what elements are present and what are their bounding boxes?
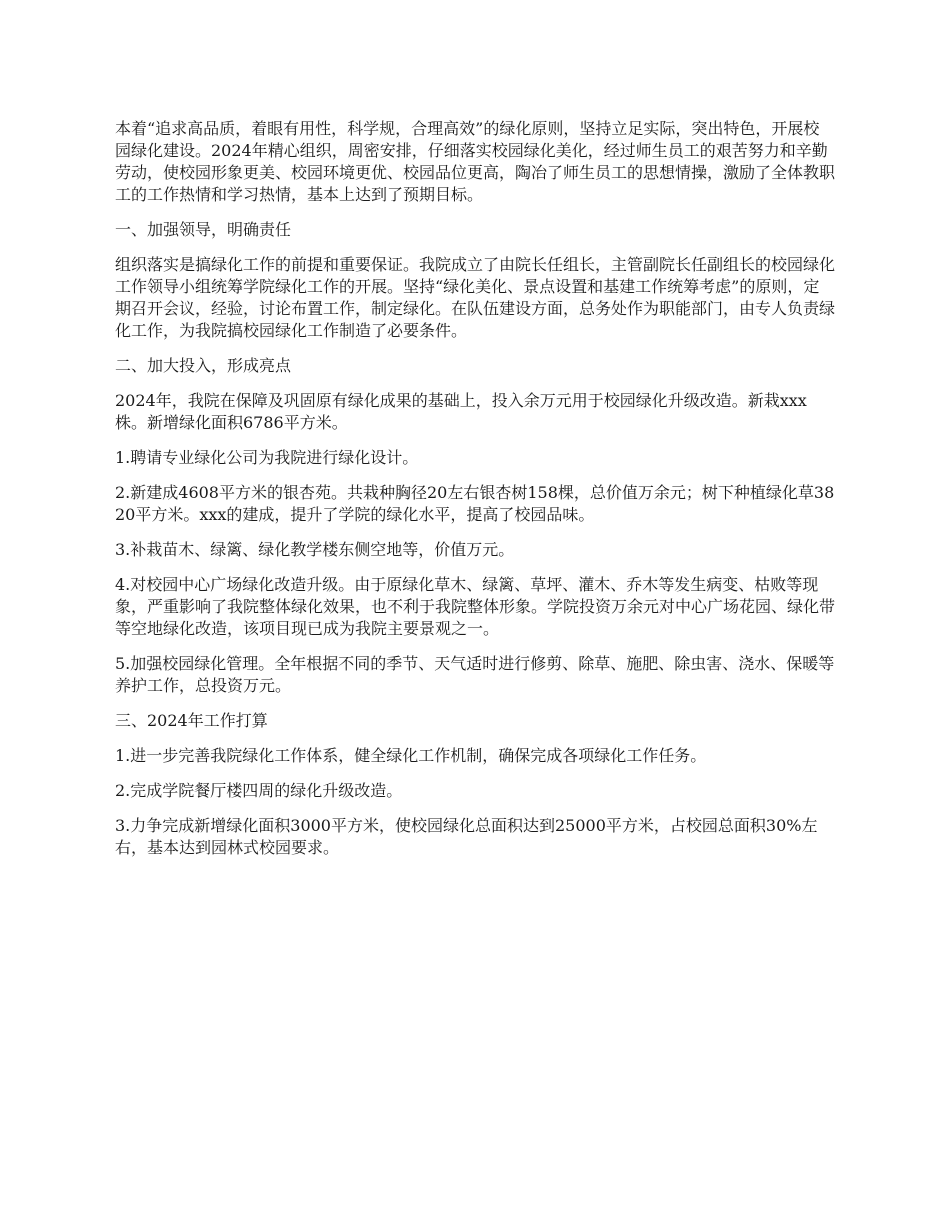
section-heading-2: 二、加大投入，形成亮点 bbox=[115, 356, 292, 375]
intro-paragraph: 本着“追求高品质，着眼有用性，科学规，合理高效”的绿化原则，坚持立足实际，突出特色，开展校园绿化建设。2024年精心组织，周密安排，仔细落实校园绿化美化，经过师生员工的艰苦努力和辛勤劳动，使校园形象更美、校园环境更优、校园品位更高，陶冶了师生员工的思想情操，激励了全体教职工的工作热情和学习热情，基本上达到了预期目标。 bbox=[115, 119, 836, 204]
section-heading-1: 一、加强领导，明确责任 bbox=[115, 220, 292, 239]
list-item-3-3: 3.力争完成新增绿化面积3000平方米，使校园绿化总面积达到25000平方米，占校园总面积30%左右，基本达到园林式校园要求。 bbox=[115, 816, 818, 857]
list-item-2-2: 2.新建成4608平方米的银杏苑。共栽种胸径20左右银杏树158棵，总价值万余元；树下种植绿化草3820平方米。xxx的建成，提升了学院的绿化水平，提高了校园品味。 bbox=[115, 483, 835, 524]
section-2-paragraph: 2024年，我院在保障及巩固原有绿化成果的基础上，投入余万元用于校园绿化升级改造。新栽xxx株。新增绿化面积6786平方米。 bbox=[115, 391, 807, 432]
list-item-2-1: 1.聘请专业绿化公司为我院进行绿化设计。 bbox=[115, 448, 419, 467]
section-heading-3: 三、2024年工作打算 bbox=[115, 711, 268, 730]
list-item-3-2: 2.完成学院餐厅楼四周的绿化升级改造。 bbox=[115, 781, 403, 800]
list-item-3-1: 1.进一步完善我院绿化工作体系，健全绿化工作机制，确保完成各项绿化工作任务。 bbox=[115, 746, 707, 765]
document-body bbox=[115, 118, 835, 872]
list-item-2-4: 4.对校园中心广场绿化改造升级。由于原绿化草木、绿篱、草坪、灌木、乔木等发生病变、枯败等现象，严重影响了我院整体绿化效果，也不利于我院整体形象。学院投资万余元对中心广场花园、绿化带等空地绿化改造，该项目现已成为我院主要景观之一。 bbox=[115, 575, 836, 638]
list-item-2-5: 5.加强校园绿化管理。全年根据不同的季节、天气适时进行修剪、除草、施肥、除虫害、浇水、保暖等养护工作，总投资万元。 bbox=[115, 654, 835, 695]
section-1-paragraph: 组织落实是搞绿化工作的前提和重要保证。我院成立了由院长任组长，主管副院长任副组长的校园绿化工作领导小组统筹学院绿化工作的开展。坚持“绿化美化、景点设置和基建工作统筹考虑”的原则，定期召开会议，经验，讨论布置工作，制定绿化。在队伍建设方面，总务处作为职能部门，由专人负责绿化工作，为我院搞校园绿化工作制造了必要条件。 bbox=[115, 255, 836, 340]
list-item-2-3: 3.补栽苗木、绿篱、绿化教学楼东侧空地等，价值万元。 bbox=[115, 540, 515, 559]
